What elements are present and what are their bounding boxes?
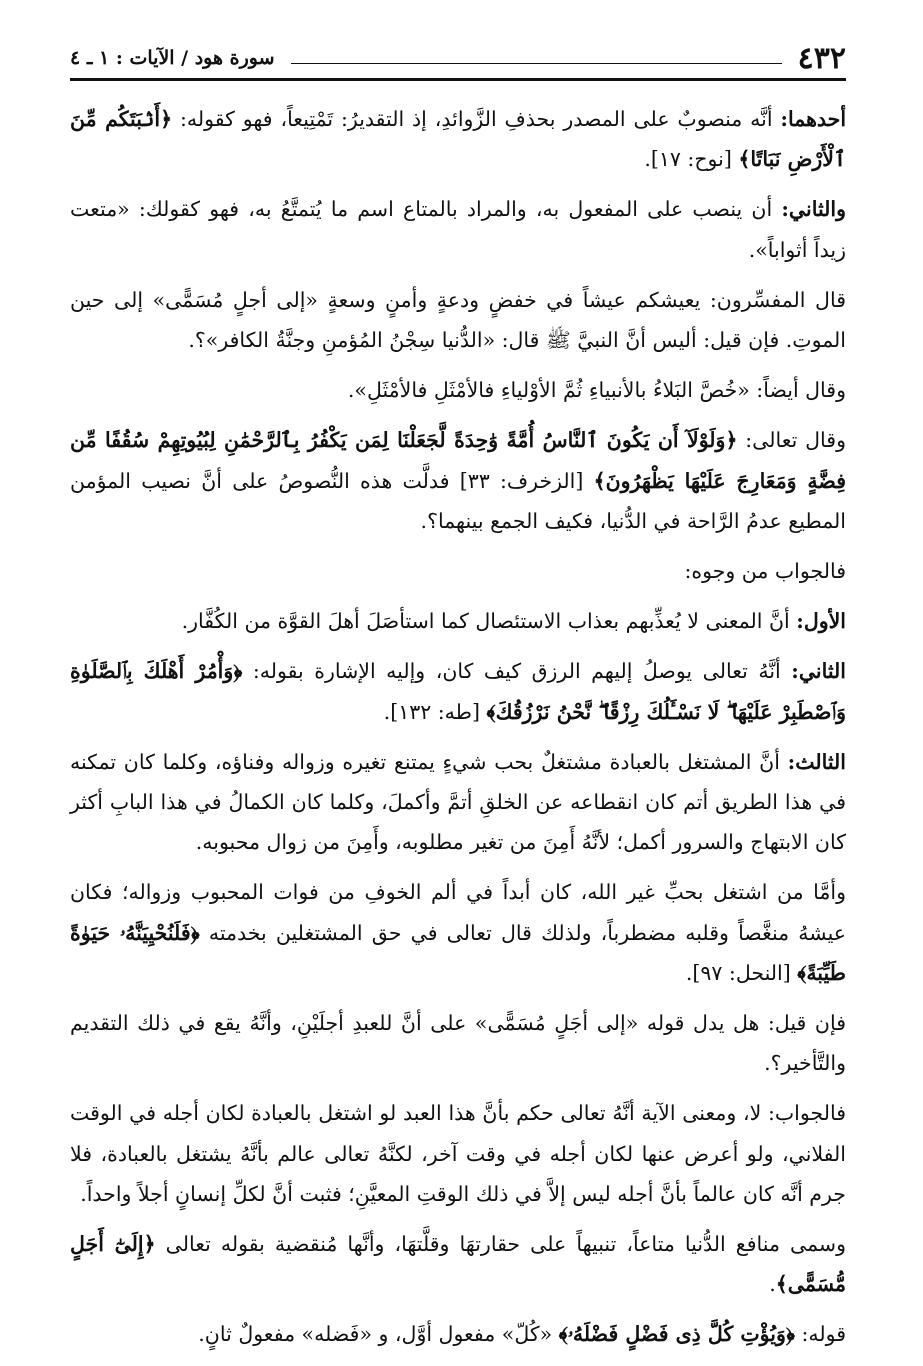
page-header: [70, 38, 846, 81]
paragraph-text: أنَّ المشتغل بالعبادة مشتغلٌ بحب شيءٍ يمتنع تغيره وزواله وفناؤه، وكلما كان تمكنه في هذا الطريق أتم كان انقطاعه عن الخلقِ أتمَّ وأكملَ، وكلما كان الكمالُ في هذا البابِ أكثر كان الابتهاج والسرور أكمل؛ لأنَّهُ أَمِنَ من تغير مطلوبه، وأَمِنَ من زوال محبوبه.: [70, 749, 846, 855]
paragraph-tail: [طه: ١٣٢].: [383, 699, 487, 724]
page-number: ٤٣٢: [797, 40, 846, 76]
paragraph: [70, 601, 846, 641]
quran-verse: ﴿إِلَىٰٓ أَجَلٍ مُّسَمًّى﴾: [70, 1232, 846, 1297]
paragraph: [70, 370, 846, 410]
paragraph: [70, 651, 846, 731]
paragraph-text: وأمَّا من اشتغل بحبِّ غير الله، كان أبداً في ألم الخوفِ من فوات المحبوب وزواله؛ فكان عيشهُ منغَّصاً وقلبه مضطرباً، ولذلك قال تعالى في حق المشتغلين بخدمته: [70, 880, 846, 945]
paragraph-text: أنَّهُ تعالى يوصلُ إليهم الرزق كيف كان، وإليه الإشارة بقوله:: [242, 659, 792, 684]
header-rule: [291, 63, 782, 64]
paragraph: [70, 872, 846, 993]
paragraph-text: وقال تعالى:: [737, 428, 846, 453]
paragraph-text: فإن قيل: هل يدل قوله «إلى أجَلٍ مُسَمًّى» على أنَّ للعبدِ أجلَيْنِ، وأنَّهُ يقع في ذلك التقديم والتَّأخير؟.: [70, 1011, 846, 1076]
paragraph: [70, 551, 846, 591]
paragraph: [70, 1224, 846, 1304]
running-title: سورة هود / الآيات : ١ ـ ٤: [70, 47, 275, 69]
paragraph-text: قوله:: [794, 1322, 846, 1347]
paragraph-text: أنَّه منصوبٌ على المصدر بحذفِ الزَّوائدِ، إذ التقديرُ: تَمْتِيعاً، فهو كقوله:: [172, 107, 781, 131]
paragraph-lead: الأول:: [796, 609, 846, 634]
paragraph: [70, 1314, 846, 1354]
paragraph: [70, 189, 846, 269]
paragraph: [70, 1093, 846, 1214]
paragraph-tail: «كُلّ» مفعول أوَّل، و «فَضله» مفعولٌ ثانٍ.: [198, 1322, 559, 1347]
paragraph-tail: .: [769, 1272, 776, 1297]
paragraph: [70, 742, 846, 863]
document-page: [70, 38, 846, 1365]
paragraph: [70, 280, 846, 360]
paragraph-lead: والثاني:: [781, 197, 846, 222]
paragraph-tail: [النحل: ٩٧].: [685, 960, 798, 985]
paragraph-text: وسمى منافع الدُّنيا متاعاً، تنبيهاً على حقارتهَا وقلَّتهَا، وأنَّها مُنقضية بقوله تعالى: [155, 1232, 846, 1257]
paragraph-lead: الثاني:: [791, 659, 846, 684]
paragraph-text: أن ينصب على المفعول به، والمراد بالمتاع اسم ما يُتمتَّعُ به، فهو كقولك: «متعت زيداً أثواباً».: [70, 197, 846, 262]
page-body: [70, 99, 846, 1355]
quran-verse: ﴿أَنۢبَتَكُم مِّنَ ٱلْأَرْضِ نَبَاتًا﴾: [70, 107, 846, 172]
quran-verse: ﴿وَلَوْلَآ أَن يَكُونَ ٱلنَّاسُ أُمَّةً وَٰحِدَةً لَّجَعَلْنَا لِمَن يَكْفُرُ بِٱلرَّحْمَٰنِ لِبُيُوتِهِمْ سُقُفًا مِّن فِضَّةٍ وَمَعَارِجَ عَلَيْهَا يَظْهَرُونَ﴾: [70, 428, 846, 493]
paragraph: [70, 99, 846, 179]
paragraph-text: أنَّ المعنى لا يُعذِّبهم بعذاب الاستئصال كما استأصَلَ أهلَ القوَّة من الكُفَّار.: [181, 609, 797, 634]
paragraph-lead: أحدهما:: [780, 107, 847, 131]
paragraph-text: قال المفسِّرون: يعيشكم عيشاً في خفضٍ ودعةٍ وأمنٍ وسعةٍ «إلى أجلٍ مُسَمًّى» إلى حين الموتِ. فإن قيل: أليس أنَّ النبيَّ ﷺ قال: «الدُّنيا سِجْنُ المُؤمنِ وجنَّةُ الكافر»؟.: [70, 287, 846, 353]
paragraph-text: فالجواب من وجوه:: [684, 559, 846, 584]
paragraph: [70, 1003, 846, 1083]
quran-verse: ﴿فَلَنُحْيِيَنَّهُۥ حَيَوٰةً طَيِّبَةً﴾: [70, 920, 846, 985]
paragraph: [70, 420, 846, 541]
paragraph-tail: [الزخرف: ٣٣] فدلَّت هذه النُّصوصُ على أنَّ نصيب المؤمن المطيع عدمُ الرَّاحة في الدُّنيا، فكيف الجمع بينهما؟.: [70, 468, 846, 533]
quran-verse: ﴿وَأْمُرْ أَهْلَكَ بِٱلصَّلَوٰةِ وَٱصْطَبِرْ عَلَيْهَا ۖ لَا نَسْـَٔلُكَ رِزْقًا ۖ نَّحْنُ نَرْزُقُكَ﴾: [70, 659, 846, 724]
paragraph-text: وقال أيضاً: «خُصَّ البَلاءُ بالأنبياءِ ثُمَّ الأوْلياءِ فالأمْثَلِ فالأمْثَلِ».: [347, 378, 846, 403]
paragraph-lead: الثالث:: [787, 749, 846, 774]
paragraph-tail: [نوح: ١٧].: [644, 147, 739, 172]
paragraph-text: فالجواب: لا، ومعنى الآية أنَّهُ تعالى حكم بأنَّ هذا العبد لو اشتغل بالعبادة لكان أجله في الوقت الفلاني، ولو أعرض عنها لكان أجله في وقت آخر، لكنَّهُ تعالى عالم بأنَّهُ يشتغل بالعبادة، فلا جرم أنَّه كان عالماً بأنَّ أجله ليس إلاَّ في ذلك الوقتِ المعيَّنِ؛ فثبت أنَّ لكلِّ إنسانٍ أجلاً واحداً.: [70, 1101, 846, 1206]
quran-verse: ﴿وَيُؤْتِ كُلَّ ذِى فَضْلٍ فَضْلَهُۥ﴾: [558, 1322, 795, 1347]
